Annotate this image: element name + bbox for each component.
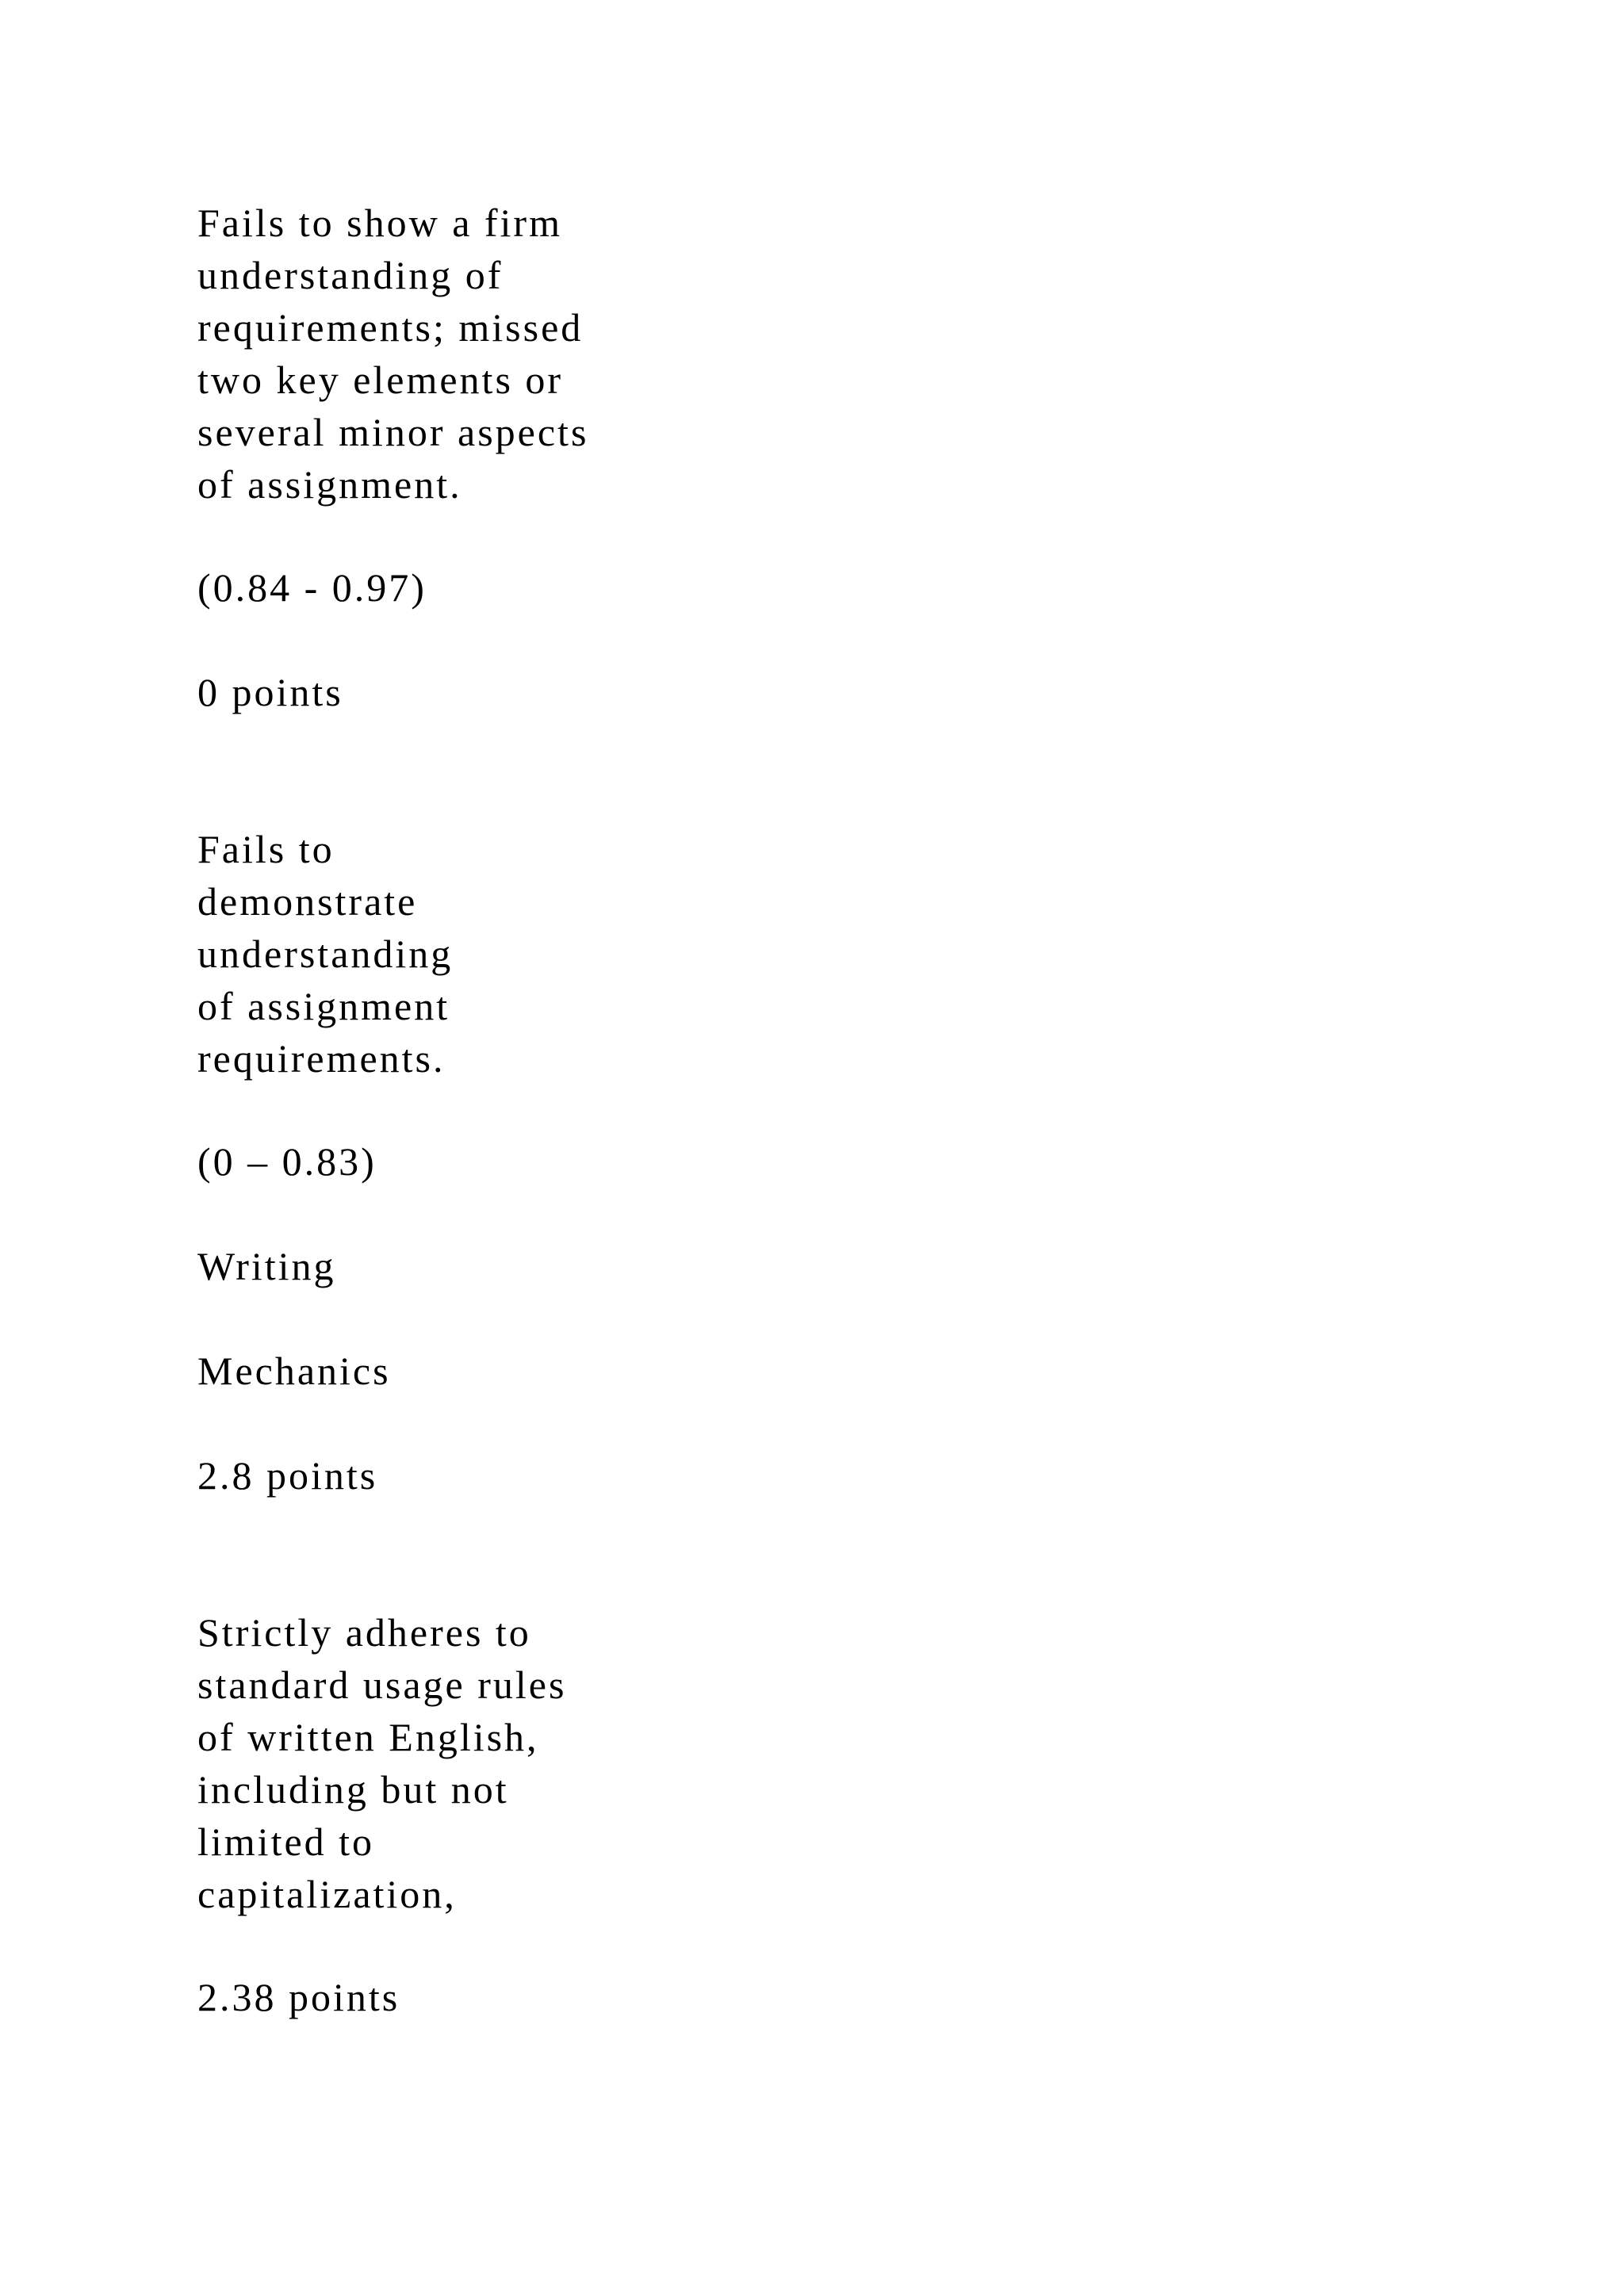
- text-line: requirements.: [197, 1036, 446, 1081]
- points-value: [197, 1449, 377, 1502]
- text-line: understanding of: [197, 253, 504, 297]
- text-line: standard usage rules: [197, 1663, 567, 1707]
- criterion-title: [197, 1345, 391, 1397]
- text-line: 0 points: [197, 670, 343, 714]
- text-line: 2.8 points: [197, 1453, 378, 1498]
- text-line: of assignment.: [197, 462, 462, 507]
- text-line: (0.84 - 0.97): [197, 565, 427, 610]
- score-range: [197, 1135, 377, 1188]
- text-line: 2.38 points: [197, 1975, 400, 2019]
- points-value: [197, 666, 343, 718]
- text-line: Fails to show a firm: [197, 201, 562, 245]
- text-line: of assignment: [197, 984, 450, 1028]
- text-line: (0 – 0.83): [197, 1139, 377, 1184]
- criterion-title: [197, 1240, 336, 1292]
- rubric-criterion-description: [197, 197, 588, 511]
- text-line: two key elements or: [197, 358, 564, 402]
- text-line: requirements; missed: [197, 305, 584, 350]
- text-line: several minor aspects: [197, 410, 589, 454]
- rubric-criterion-description: [197, 1606, 566, 1920]
- text-line: Strictly adheres to: [197, 1610, 531, 1655]
- text-line: including but not: [197, 1767, 509, 1812]
- text-line: demonstrate: [197, 879, 418, 924]
- text-line: capitalization,: [197, 1872, 457, 1916]
- text-line: Mechanics: [197, 1349, 391, 1393]
- text-line: understanding: [197, 932, 454, 976]
- text-line: of written English,: [197, 1715, 539, 1759]
- points-value: [197, 1971, 400, 2023]
- rubric-criterion-description: [197, 823, 453, 1085]
- text-line: limited to: [197, 1820, 375, 1864]
- text-line: Fails to: [197, 827, 335, 871]
- text-line: Writing: [197, 1244, 336, 1288]
- score-range: [197, 561, 427, 614]
